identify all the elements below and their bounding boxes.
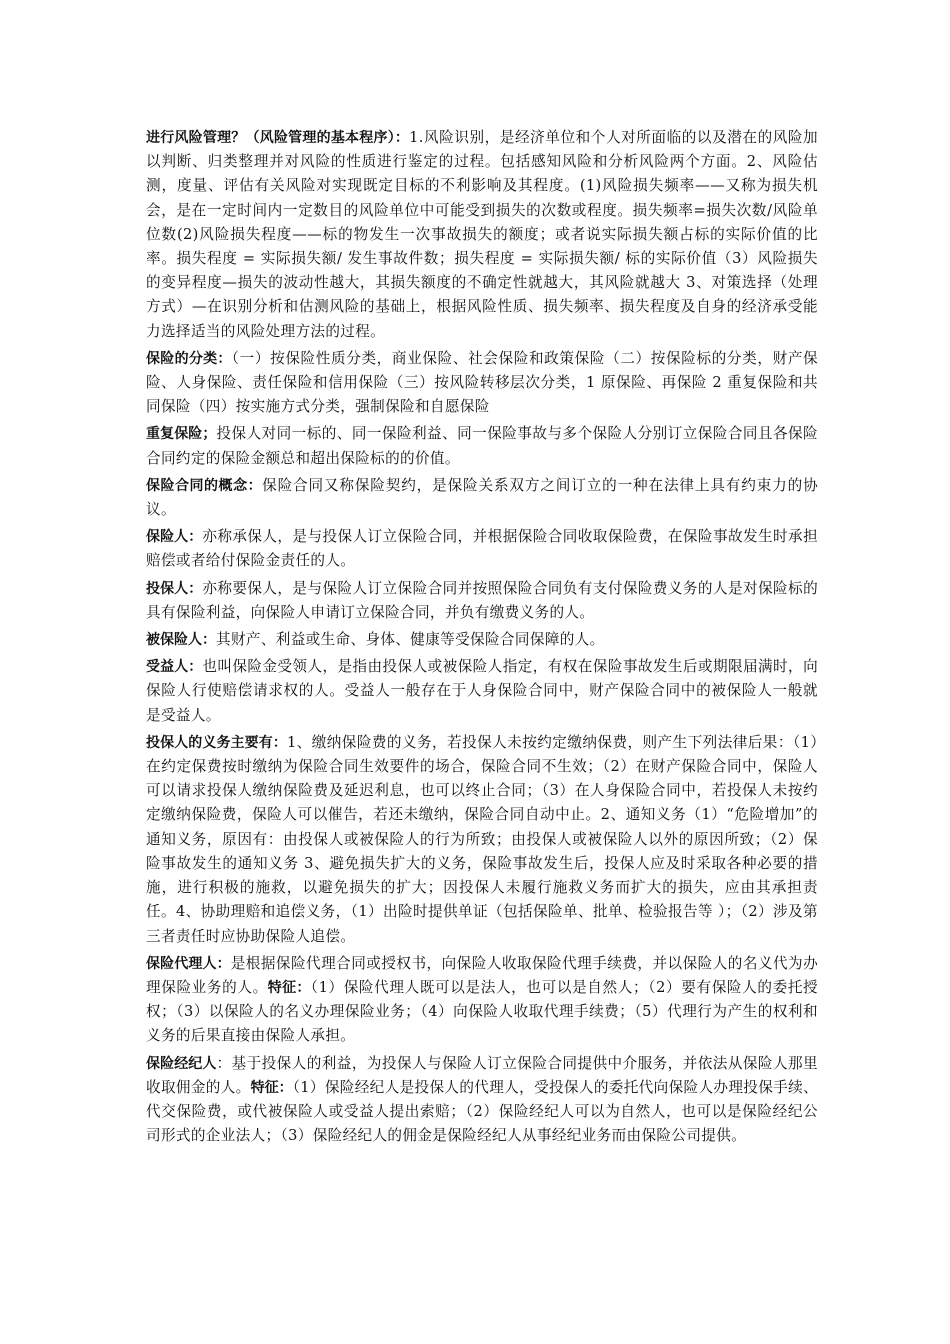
paragraph-insurer <box>146 525 818 573</box>
paragraph-body: 其财产、利益或生命、身体、健康等受保险合同保障的人。 <box>216 631 605 649</box>
paragraph-body: 投保人对同一标的、同一保险利益、同一保险事故与多个保险人分别订立保险合同且各保险合同约定的保险金额总和超出保险标的的价值。 <box>146 425 818 467</box>
paragraph-insurance-classification <box>146 347 818 420</box>
paragraph-heading: 保险合同的概念： <box>146 477 263 494</box>
paragraph-heading: 投保人的义务主要有： <box>146 734 287 751</box>
paragraph-heading: 保险人： <box>146 529 203 546</box>
paragraph-insurance-broker <box>146 1052 818 1149</box>
paragraph-body: ：基于投保人的利益，为投保人与保险人订立保险合同提供中介服务，并依法从保险人那里收取佣金的人。 <box>146 1054 818 1096</box>
paragraph-body: 1.风险识别，是经济单位和个人对所面临的以及潜在的风险加以判断、归类整理并对风险的性质进行鉴定的过程。包括感知风险和分析风险两个方面。2、风险估测，度量、评估有关风险对实现既定目标的不利影响及其程度。(1)风险损失频率——又称为损失机会，是在一定时间内一定数目的风险单位中可能受到损失的次数或程度。损失频率=损失次数/风险单位数(2)风险损失程度——标的物发生一次事故损失的额度；或者说实际损失额占标的实际价值的比率。损失程度 = 实际损失额/ 发生事故件数；损失程度 = 实际损失额/ 标的实际价值（3）风险损失的变异程度—损失的波动性越大，其损失额度的不确定性就越大，其风险就越大 3、对策选择（处理方式）—在识别分析和估测风险的基础上，根据风险性质、损失频率、损失程度及自身的经济承受能力选择适当的风险处理方法的过程。 <box>146 129 818 340</box>
paragraph-beneficiary <box>146 655 818 728</box>
features-label: 特征： <box>250 1079 293 1096</box>
paragraph-risk-management <box>146 126 818 344</box>
paragraph-heading: 投保人： <box>146 580 203 597</box>
paragraph-applicant-obligations <box>146 731 818 949</box>
paragraph-body: 是根据保险代理合同或授权书，向保险人收取保险代理手续费，并以保险人的名义代为办理保险业务的人。 <box>146 954 819 996</box>
paragraph-body: （1）保险代理人既可以是法人，也可以是自然人；（2）要有保险人的委托授权；（3）以保险人的名义办理保险业务；（4）向保险人收取代理手续费；（5）代理行为产生的权利和义务的后果直接由保险人承担。 <box>146 978 818 1045</box>
paragraph-insurance-contract <box>146 474 818 522</box>
paragraph-heading: 保险代理人： <box>146 955 231 972</box>
paragraph-body: 也叫保险金受领人，是指由投保人或被保险人指定，有权在保险事故发生后或期限届满时，向保险人行使赔偿请求权的人。受益人一般存在于人身保险合同中，财产保险合同中的被保险人一般就是受益人。 <box>146 658 819 724</box>
paragraph-body: 1、缴纳保险费的义务，若投保人未按约定缴纳保费，则产生下列法律后果：（1）在约定保费按时缴纳为保险合同生效要件的场合，保险合同不生效；（2）在财产保险合同中，保险人可以请求投保人缴纳保险费及延迟利息，也可以终止合同；（3）在人身保险合同中，若投保人未按约定缴纳保险费，保险人可以催告，若还未缴纳，保险合同自动中止。2、通知义务（1）“危险增加”的通知义务，原因有：由投保人或被保险人的行为所致；由投保人或被保险人以外的原因所致；（2）保险事故发生的通知义务 3、避免损失扩大的义务，保险事故发生后，投保人应及时采取各种必要的措施，进行积极的施救，以避免损失的扩大；因投保人未履行施救义务而扩大的损失，应由其承担责任。4、协助理赔和追偿义务，（1）出险时提供单证（包括保险单、批单、检验报告等 ）；（2）涉及第三者责任时应协助保险人追偿。 <box>146 733 818 945</box>
paragraph-insured <box>146 628 818 652</box>
paragraph-heading: 被保险人： <box>146 632 216 649</box>
paragraph-heading: 保险经纪人 <box>146 1055 217 1072</box>
paragraph-body: 亦称要保人，是与保险人订立保险合同并按照保险合同负有支付保险费义务的人是对保险标的具有保险利益，向保险人申请订立保险合同，并负有缴费义务的人。 <box>146 579 819 621</box>
paragraph-body: （1）保险经纪人是投保人的代理人，受投保人的委托代向保险人办理投保手续、代交保险费，或代被保险人或受益人提出索赔；（2）保险经纪人可以为自然人，也可以是保险经纪公司形式的企业法人；（3）保险经纪人的佣金是保险经纪人从事经纪业务而由保险公司提供。 <box>146 1078 819 1145</box>
paragraph-heading: 重复保险； <box>146 426 217 443</box>
features-label: 特征： <box>267 979 311 996</box>
document-page <box>146 126 818 1151</box>
paragraph-double-insurance <box>146 422 818 470</box>
paragraph-applicant <box>146 577 818 625</box>
paragraph-body: （一）按保险性质分类，商业保险、社会保险和政策保险（二）按保险标的分类，财产保险、人身保险、责任保险和信用保险（三）按风险转移层次分类，1 原保险、再保险 2 重复保险和共同保险（四）按实施方式分类，强制保险和自愿保险 <box>146 349 818 416</box>
paragraph-heading: 保险的分类： <box>146 350 232 367</box>
paragraph-insurance-agent <box>146 952 818 1049</box>
paragraph-body: 亦称承保人，是与投保人订立保险合同，并根据保险合同收取保险费，在保险事故发生时承担赔偿或者给付保险金责任的人。 <box>146 528 819 570</box>
paragraph-heading: 受益人： <box>146 659 203 676</box>
paragraph-body: 保险合同又称保险契约，是保险关系双方之间订立的一种在法律上具有约束力的协议。 <box>146 476 819 519</box>
paragraph-heading: 进行风险管理？（风险管理的基本程序）： <box>146 130 410 146</box>
